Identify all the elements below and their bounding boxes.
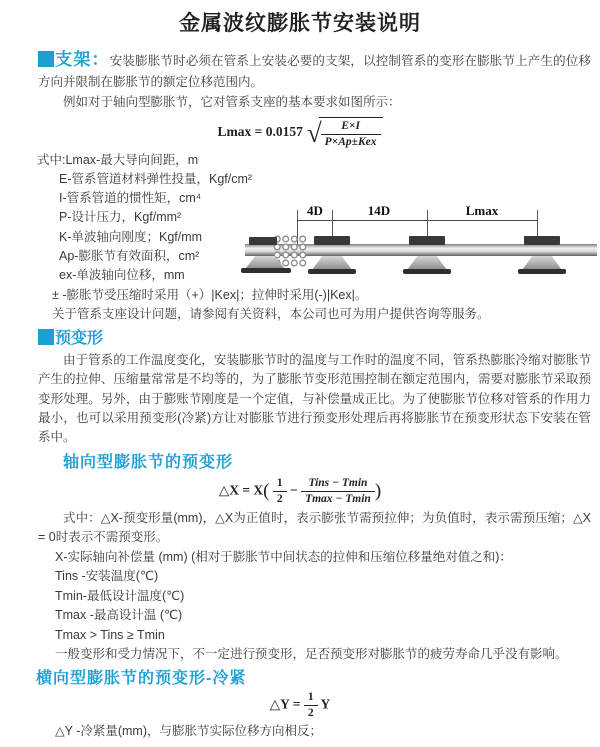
lateral-formula-lhs: △Y = <box>269 696 301 712</box>
support-section-paragraph <box>38 50 591 92</box>
dim-label-14d: 14D <box>367 203 391 218</box>
parameter-item: Tmin-最低设计温度(℃) <box>55 588 185 603</box>
parameter-item: Tmax > Tins ≥ Tmin <box>55 627 165 642</box>
pipe-support <box>403 236 451 276</box>
definition-item: I-管系管道的惯性矩，cm⁴ <box>59 191 202 206</box>
pipe-anchor <box>241 236 289 276</box>
lateral-formula-explanation: △Y -冷紧量(mm)，与膨胀节实际位移方向相反； <box>55 723 323 738</box>
dim-label-4d: 4D <box>307 203 323 218</box>
predeform-section-heading: 预变形 <box>38 328 600 349</box>
page-title: 金属波纹膨胀节安装说明 <box>179 12 421 35</box>
definition-item: K-单波轴向刚度；Kgf/mm <box>59 229 203 244</box>
axial-parameter-list <box>55 548 591 665</box>
lmax-formula-numerator: E×I <box>321 120 381 135</box>
lmax-formula-lhs: Lmax = 0.0157 <box>217 123 303 139</box>
parameter-item: X-实际轴向补偿量 (mm) (相对于膨胀节中间状态的拉伸和压缩位移量绝对值之和)： <box>55 549 512 564</box>
pipe-support <box>518 236 566 276</box>
definition-item: E-管系管道材料弹性投量，Kgf/cm² <box>59 171 253 186</box>
section-square-icon <box>38 51 54 67</box>
definition-item: P-设计压力，Kgf/mm² <box>59 210 182 225</box>
definition-item: 式中:Lmax-最大导向间距，m <box>37 152 199 167</box>
sqrt-radical-icon: √ <box>306 117 322 148</box>
support-lead-text: 安装膨胀节时必须在管系上安装必要的支架，以控制管系的变形在膨胀节上产生的位移方向并限制在膨胀节的额定位移范围内。 <box>38 54 591 89</box>
support-example-text: 例如对于轴向型膨胀节，它对管系支座的基本要求如图所示： <box>63 95 401 109</box>
parameter-item: 一般变形和受力情况下，不一定进行预变形，足否预变形对膨胀节的疲劳寿命几乎没有影响。 <box>55 647 568 662</box>
axial-formula-lhs: △X = X <box>218 482 264 498</box>
predeform-paragraph: 由于管系的工作温度变化，安装膨胀节时的温度与工作时的温度不同，管系热膨胀冷缩对膨胀节产生的拉伸、压缩量常常是不均等的，为了膨胀节变形范围控制在额定范围内，需要对膨胀节采取预变形处理。另外，由于膨账节刚度是一个定值，与补偿量成正比。为了使膨胀节位移对管系的作用力最小，也可以采用预变形(冷紧)方让对膨胀节进行预变形处理后再将膨胀节在预变形状态下安装在管系中。 <box>38 353 591 445</box>
cold-tighten-formula: △Y = $\frac{1}{2}$ Y <box>269 690 331 719</box>
lateral-predeform-heading: 横向型膨胀节的预变形-冷紧 <box>36 669 247 687</box>
section-square-icon <box>38 329 54 345</box>
pipe-support-diagram <box>245 202 597 297</box>
definition-item: ex-单波轴向位移，mm <box>59 268 185 283</box>
axial-predeform-heading: 轴向型膨胀节的预变形 <box>63 453 234 471</box>
dimension-line <box>297 220 537 221</box>
axial-predeform-formula: △X = X( $\frac{1}{2}$ − $\frac{\text{Tins − Tmin}}{Tmax - Tmin}$ ) <box>218 476 382 505</box>
definition-item: 关于管系支座设计问题，请参阅有关资料，本公司也可为用户提供咨询等服务。 <box>52 306 490 321</box>
dim-label-lmax: Lmax <box>465 203 499 218</box>
lmax-formula-denominator: P×Ap±Kex <box>324 135 377 148</box>
lmax-formula <box>0 117 600 149</box>
parameter-item: Tmax -最高设计温 (℃) <box>55 608 183 623</box>
parameter-item: Tins -安装温度(℃) <box>55 569 159 584</box>
definition-item: Ap-膨胀节有效面积，cm² <box>59 248 200 263</box>
definition-item: ± -膨胀节受压缩时采用（+）|Kex|；拉伸时采用(-)|Kex|。 <box>52 287 368 302</box>
axial-formula-explanation: 式中：△X-预变形量(mm)，△X为正值时，表示膨张节需预拉伸；为负值时，表示需预压缩；△X = 0时表示不需预变形。 <box>38 510 591 545</box>
support-section-heading: 支架： <box>55 50 110 69</box>
pipe-support <box>308 236 356 276</box>
